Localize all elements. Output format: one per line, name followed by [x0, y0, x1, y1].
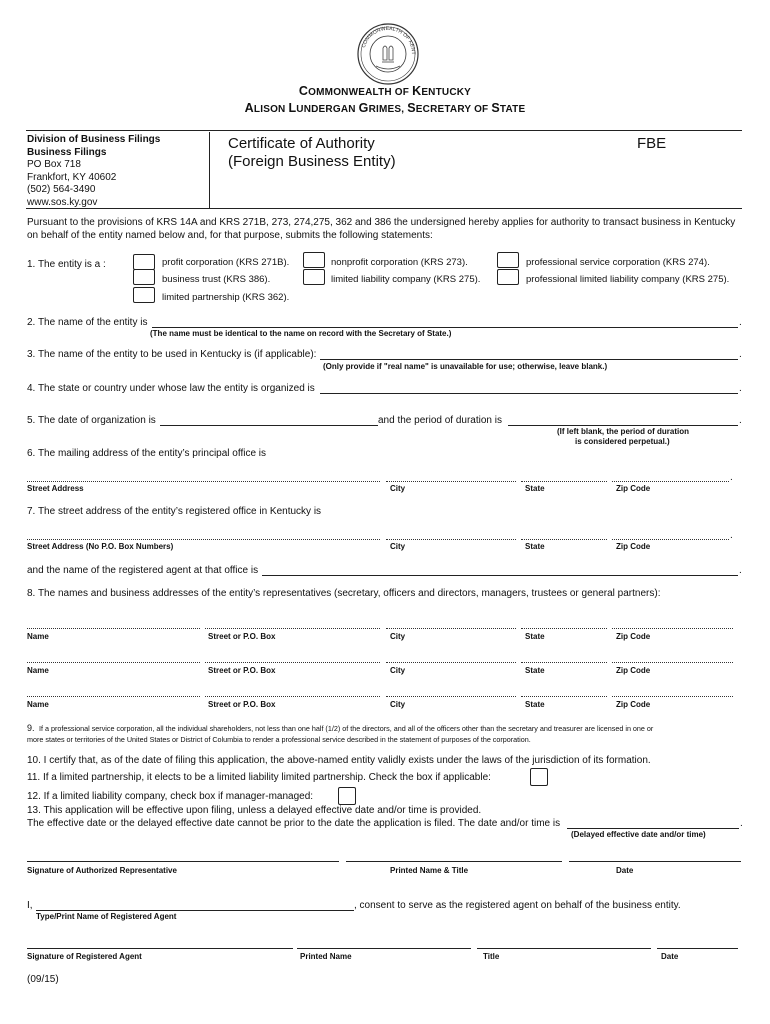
header-divider [209, 132, 210, 208]
printed-name-title-field[interactable] [346, 861, 562, 862]
agent-date-field[interactable] [657, 948, 738, 949]
q8-label: 8. The names and business addresses of the entity’s representatives (secretary, officers and directors, managers, trustees or general partners): [27, 588, 661, 599]
rep1-street-field[interactable] [205, 628, 380, 629]
q5-note-1: (If left blank, the period of duration [557, 427, 689, 436]
kentucky-name-field[interactable] [320, 359, 738, 360]
sig2-label-printed-name: Printed Name [300, 952, 352, 961]
q6-col-zip: Zip Code [616, 484, 651, 493]
q7-col-street: Street Address (No P.O. Box Numbers) [27, 542, 174, 551]
effective-date-field[interactable] [567, 828, 739, 829]
checkbox-professional-llc[interactable] [497, 269, 519, 285]
q3-note: (Only provide if "real name" is unavailable for use; otherwise, leave blank.) [323, 362, 608, 371]
rep3-name-field[interactable] [27, 696, 200, 697]
q5-note-2: is considered perpetual.) [575, 437, 670, 446]
rep2-col-zip: Zip Code [616, 666, 651, 675]
q2-label: 2. The name of the entity is [27, 317, 148, 328]
q11-text: 11. If a limited partnership, it elects to be a limited liability limited partnership. Check the box if applicable: [27, 772, 491, 783]
mailing-state-field[interactable] [521, 481, 607, 482]
checkbox-limited-partnership[interactable] [133, 287, 155, 303]
agent-title-field[interactable] [477, 948, 651, 949]
rep2-name-field[interactable] [27, 662, 200, 663]
q4-label: 4. The state or country under whose law the entity is organized is [27, 383, 315, 394]
q5-label-duration: and the period of duration is [378, 415, 502, 426]
rep3-col-name: Name [27, 700, 49, 709]
registered-agent-name-field[interactable] [36, 910, 354, 911]
q13-text-b: The effective date or the delayed effective date cannot be prior to the date the application is filed. The date and/or time is [27, 818, 561, 829]
q7-agent-label: and the name of the registered agent at that office is [27, 565, 259, 576]
organization-date-field[interactable] [160, 425, 378, 426]
sig2-label-title: Title [483, 952, 500, 961]
division-phone: (502) 564-3490 [27, 184, 96, 195]
kentucky-seal [356, 22, 420, 86]
rep3-col-city: City [390, 700, 406, 709]
q3-label: 3. The name of the entity to be used in Kentucky is (if applicable): [27, 349, 317, 360]
header-rule [26, 130, 742, 131]
svg-text:COMMONWEALTH OF KENTUCKY [356, 22, 416, 56]
form-code: FBE [637, 135, 667, 152]
q7-col-zip: Zip Code [616, 542, 651, 551]
mailing-zip-field[interactable] [612, 481, 729, 482]
q5-label: 5. The date of organization is [27, 415, 156, 426]
rep1-name-field[interactable] [27, 628, 200, 629]
checkbox-professional-service-corporation[interactable] [497, 252, 519, 268]
rep1-col-state: State [525, 632, 545, 641]
revision-date: (09/15) [27, 974, 59, 985]
option-profit-corporation: profit corporation (KRS 271B). [162, 257, 290, 268]
rep3-col-state: State [525, 700, 545, 709]
consent-text: , consent to serve as the registered agent on behalf of the business entity. [354, 900, 681, 911]
rep1-col-city: City [390, 632, 406, 641]
rep2-col-name: Name [27, 666, 49, 675]
division-web: www.sos.ky.gov [27, 196, 98, 208]
rep2-state-field[interactable] [521, 662, 607, 663]
rep2-col-city: City [390, 666, 406, 675]
checkbox-business-trust[interactable] [133, 269, 155, 285]
rep3-city-field[interactable] [386, 696, 516, 697]
sig2-label-date: Date [661, 952, 679, 961]
duration-field[interactable] [508, 425, 738, 426]
form-subtitle: (Foreign Business Entity) [228, 153, 396, 170]
rep2-col-street: Street or P.O. Box [208, 666, 276, 675]
division-po: PO Box 718 [27, 159, 81, 170]
q10-text: 10. I certify that, as of the date of filing this application, the above-named entity validly exists under the laws of the jurisdiction of its formation. [27, 755, 651, 766]
sig1-label-signature: Signature of Authorized Representative [27, 866, 177, 875]
rep3-street-field[interactable] [205, 696, 380, 697]
q9-line-2: more states or territories of the United States or District of Columbia to render a professional service described in the statement of purposes of the corporation. [27, 735, 531, 744]
rep1-city-field[interactable] [386, 628, 516, 629]
division-name: Division of Business Filings [27, 134, 161, 145]
rep1-zip-field[interactable] [612, 628, 733, 629]
checkbox-limited-liability-company[interactable] [303, 269, 325, 285]
registered-street-field[interactable] [27, 539, 380, 540]
q2-note: (The name must be identical to the name on record with the Secretary of State.) [150, 329, 452, 338]
entity-name-field[interactable] [152, 327, 738, 328]
rep1-col-street: Street or P.O. Box [208, 632, 276, 641]
option-nonprofit-corporation: nonprofit corporation (KRS 273). [331, 257, 468, 268]
option-limited-liability-company: limited liability company (KRS 275). [331, 274, 481, 285]
checkbox-profit-corporation[interactable] [133, 254, 155, 270]
agent-signature-field[interactable] [27, 948, 293, 949]
form-title: Certificate of Authority [228, 135, 375, 152]
q9-line-1: If a professional service corporation, all the individual shareholders, not less than one half (1/2) of the directors, and all of the officers other than the secretary and treasurer are licensed in one or [38, 724, 654, 733]
rep3-state-field[interactable] [521, 696, 607, 697]
rep3-zip-field[interactable] [612, 696, 733, 697]
sig2-label-signature: Signature of Registered Agent [27, 952, 142, 961]
rep2-city-field[interactable] [386, 662, 516, 663]
q1-label: 1. The entity is a : [27, 259, 106, 270]
division-sub: Business Filings [27, 146, 107, 158]
rep1-col-zip: Zip Code [616, 632, 651, 641]
checkbox-llp-election[interactable] [530, 768, 548, 786]
seal-text: COMMONWEALTH OF KENT [360, 25, 417, 55]
rep1-col-name: Name [27, 632, 49, 641]
registered-city-field[interactable] [386, 539, 516, 540]
header-title-2: ALISON LUNDERGAN GRIMES, SECRETARY OF STATE [244, 101, 526, 115]
rep1-state-field[interactable] [521, 628, 607, 629]
mailing-street-field[interactable] [27, 481, 380, 482]
consent-note: Type/Print Name of Registered Agent [36, 912, 177, 921]
q12-text: 12. If a limited liability company, check box if manager-managed: [27, 791, 314, 802]
option-limited-partnership: limited partnership (KRS 362). [162, 292, 290, 303]
q13-text-a: 13. This application will be effective upon filing, unless a delayed effective date and/or time is provided. [27, 805, 482, 816]
signature-date-field[interactable] [569, 861, 741, 862]
consent-i: I, [27, 900, 33, 911]
option-professional-llc: professional limited liability company (KRS 275). [526, 274, 730, 285]
sig1-label-date: Date [616, 866, 634, 875]
q6-col-state: State [525, 484, 545, 493]
rep2-col-state: State [525, 666, 545, 675]
header-title-1: COMMONWEALTH OF KENTUCKY [298, 84, 472, 98]
header-bottom-rule [26, 208, 742, 209]
q6-col-street: Street Address [27, 484, 84, 493]
q6-label: 6. The mailing address of the entity’s principal office is [27, 448, 267, 459]
rep3-col-zip: Zip Code [616, 700, 651, 709]
rep2-zip-field[interactable] [612, 662, 733, 663]
division-city: Frankfort, KY 40602 [27, 171, 117, 183]
agent-printed-name-field[interactable] [297, 948, 471, 949]
q7-col-city: City [390, 542, 406, 551]
q7-col-state: State [525, 542, 545, 551]
q7-label: 7. The street address of the entity’s registered office in Kentucky is [27, 506, 322, 517]
q9-text [27, 721, 752, 745]
registered-agent-field[interactable] [262, 575, 738, 576]
q9-number: 9. [27, 723, 35, 733]
q6-col-city: City [390, 484, 406, 493]
q13-note: (Delayed effective date and/or time) [571, 830, 706, 839]
authorized-signature-field[interactable] [27, 861, 339, 862]
registered-zip-field[interactable] [612, 539, 729, 540]
option-professional-service-corporation: professional service corporation (KRS 274). [526, 257, 710, 268]
mailing-city-field[interactable] [386, 481, 516, 482]
sig1-label-name-title: Printed Name & Title [390, 866, 469, 875]
option-business-trust: business trust (KRS 386). [162, 274, 271, 285]
rep3-col-street: Street or P.O. Box [208, 700, 276, 709]
checkbox-nonprofit-corporation[interactable] [303, 252, 325, 268]
rep2-street-field[interactable] [205, 662, 380, 663]
registered-state-field[interactable] [521, 539, 607, 540]
checkbox-manager-managed[interactable] [338, 787, 356, 805]
division-block [27, 134, 160, 209]
state-of-organization-field[interactable] [320, 393, 738, 394]
intro-text: Pursuant to the provisions of KRS 14A and KRS 271B, 273, 274,275, 362 and 386 the undersigned hereby applies for authority to transact business in Kentucky on behalf of the entity named below and, for that purpose, submits the following statements: [27, 217, 736, 241]
